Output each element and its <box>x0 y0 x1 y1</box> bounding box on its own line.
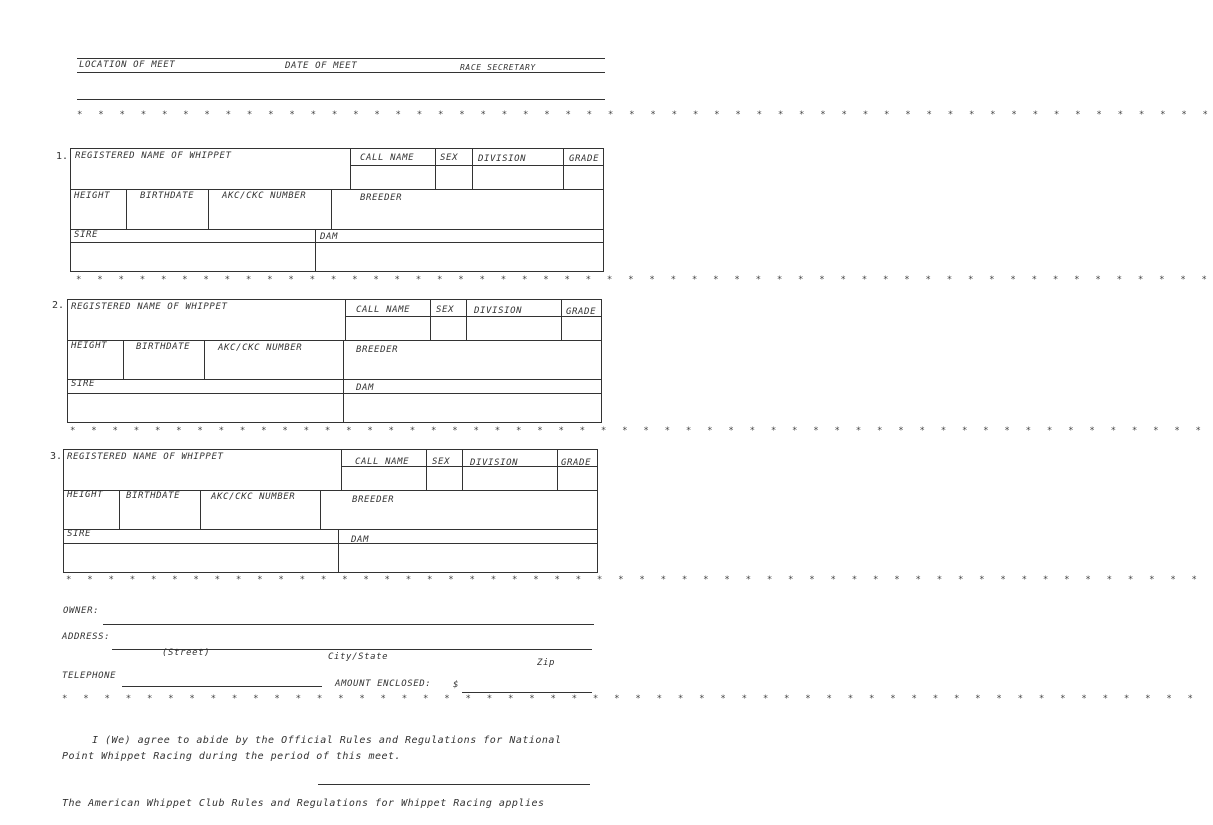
breeder-label: BREEDER <box>356 345 399 355</box>
birthdate-label: BIRTHDATE <box>140 191 195 201</box>
division-label: DIVISION <box>470 458 519 468</box>
col-divider <box>341 449 342 490</box>
header-top-rule <box>77 58 605 59</box>
sire-label: SIRE <box>71 379 96 389</box>
birthdate-label: BIRTHDATE <box>136 342 191 352</box>
location-of-meet-label: LOCATION OF MEET <box>79 60 176 70</box>
sire-dam-divider <box>70 242 604 243</box>
entry-row-divider <box>67 340 602 341</box>
sex-label: SEX <box>436 305 455 315</box>
col-divider <box>200 490 201 529</box>
col-divider <box>338 529 339 573</box>
sire-dam-divider <box>67 393 602 394</box>
col-divider <box>472 148 473 189</box>
col-divider <box>561 299 562 340</box>
height-label: HEIGHT <box>74 191 111 201</box>
entry-number: 2. <box>52 300 65 311</box>
date-of-meet-label: DATE OF MEET <box>285 61 358 71</box>
birthdate-label: BIRTHDATE <box>126 491 181 501</box>
call-name-label: CALL NAME <box>355 457 410 467</box>
breeder-label: BREEDER <box>352 495 395 505</box>
entry-row-divider <box>70 189 604 190</box>
sex-label: SEX <box>432 457 451 467</box>
dam-label: DAM <box>351 535 370 545</box>
agreement-line-1: I (We) agree to abide by the Official Rules and Regulations for National <box>92 735 562 746</box>
signature-field[interactable] <box>318 784 590 785</box>
sire-dam-divider <box>63 543 598 544</box>
col-divider <box>435 148 436 189</box>
header-second-line[interactable] <box>77 99 605 100</box>
registered-name-label: REGISTERED NAME OF WHIPPET <box>75 151 232 161</box>
col-divider <box>119 490 120 529</box>
race-secretary-label: RACE SECRETARY <box>460 63 536 72</box>
entry-header-divider <box>350 165 604 166</box>
col-divider <box>563 148 564 189</box>
star-separator: * * * * * * * * * * * * * * * * * * * * * * * * * * * * * * * * * * * * * * * * * * * * * * * * * * * * * * <box>76 275 1213 285</box>
grade-label: GRADE <box>569 154 600 164</box>
amount-enclosed-label: AMOUNT ENCLOSED: <box>335 679 432 689</box>
telephone-label: TELEPHONE <box>62 671 117 681</box>
entry-header-divider <box>345 316 602 317</box>
col-divider <box>557 449 558 490</box>
col-divider <box>466 299 467 340</box>
star-separator: * * * * * * * * * * * * * * * * * * * * * * * * * * * * * * * * * * * * * * * * * * * * * * * * * * * * * * <box>77 110 1213 120</box>
col-divider <box>343 340 344 423</box>
entry-row-divider <box>63 529 598 530</box>
col-divider <box>315 229 316 272</box>
star-separator: * * * * * * * * * * * * * * * * * * * * * * * * * * * * * * * * * * * * * * * * * * * * * * * * * * * * * * <box>70 426 1207 436</box>
owner-field[interactable] <box>103 624 594 625</box>
amount-field[interactable] <box>462 692 592 693</box>
entry-1-box <box>70 148 604 272</box>
breeder-label: BREEDER <box>360 193 403 203</box>
star-separator: * * * * * * * * * * * * * * * * * * * * * * * * * * * * * * * * * * * * * * * * * * * * * * * * * * * * * * <box>66 575 1203 585</box>
agreement-line-2: Point Whippet Racing during the period of this meet. <box>62 751 402 762</box>
street-label: (Street) <box>162 648 211 658</box>
height-label: HEIGHT <box>67 490 104 500</box>
owner-label: OWNER: <box>63 606 100 616</box>
entry-number: 1. <box>56 151 69 162</box>
col-divider <box>331 189 332 229</box>
akc-ckc-number-label: AKC/CKC NUMBER <box>222 191 307 201</box>
akc-ckc-number-label: AKC/CKC NUMBER <box>211 492 296 502</box>
akc-ckc-number-label: AKC/CKC NUMBER <box>218 343 303 353</box>
col-divider <box>345 299 346 340</box>
division-label: DIVISION <box>478 154 527 164</box>
registered-name-label: REGISTERED NAME OF WHIPPET <box>67 452 224 462</box>
telephone-field[interactable] <box>122 686 322 687</box>
sex-label: SEX <box>440 153 459 163</box>
star-separator: * * * * * * * * * * * * * * * * * * * * * * * * * * * * * * * * * * * * * * * * * * * * * * * * * * * * * * <box>62 694 1199 704</box>
grade-label: GRADE <box>566 307 597 317</box>
col-divider <box>462 449 463 490</box>
entry-row-divider <box>70 229 604 230</box>
address-label: ADDRESS: <box>62 632 111 642</box>
registered-name-label: REGISTERED NAME OF WHIPPET <box>71 302 228 312</box>
sire-label: SIRE <box>67 529 92 539</box>
entry-row-divider <box>67 379 602 380</box>
sire-label: SIRE <box>74 230 99 240</box>
entry-2-box <box>67 299 602 423</box>
col-divider <box>350 148 351 189</box>
col-divider <box>426 449 427 490</box>
col-divider <box>430 299 431 340</box>
grade-label: GRADE <box>561 458 592 468</box>
zip-label: Zip <box>537 658 556 668</box>
col-divider <box>320 490 321 529</box>
dam-label: DAM <box>356 383 375 393</box>
footer-rules-note: The American Whippet Club Rules and Regulations for Whippet Racing applies <box>62 798 545 809</box>
dam-label: DAM <box>320 232 339 242</box>
division-label: DIVISION <box>474 306 523 316</box>
header-field-line[interactable] <box>77 72 605 73</box>
col-divider <box>123 340 124 379</box>
call-name-label: CALL NAME <box>356 305 411 315</box>
dollar-sign: $ <box>453 680 460 690</box>
call-name-label: CALL NAME <box>360 153 415 163</box>
col-divider <box>126 189 127 229</box>
height-label: HEIGHT <box>71 341 108 351</box>
col-divider <box>208 189 209 229</box>
col-divider <box>204 340 205 379</box>
city-state-label: City/State <box>328 652 389 662</box>
entry-number: 3. <box>50 451 63 462</box>
